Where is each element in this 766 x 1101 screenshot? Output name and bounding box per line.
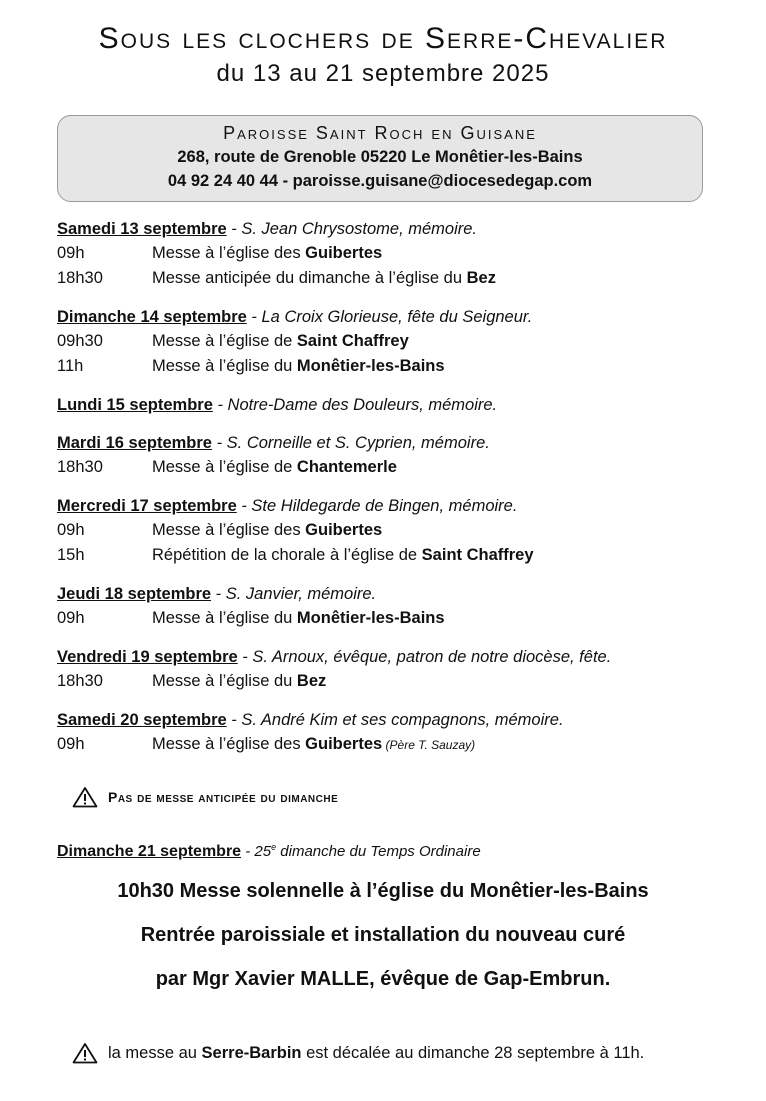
feast-label: - Ste Hildegarde de Bingen, mémoire.	[236, 497, 518, 515]
event-description: Messe à l’église des Guibertes (Père T. Sauzay)	[152, 735, 476, 753]
event-description: Messe à l’église des Guibertes	[152, 244, 383, 262]
event-description: Messe à l’église du Monêtier-les-Bains	[152, 609, 445, 627]
day-name: Mercredi 17 septembre	[57, 497, 237, 515]
day-heading	[57, 431, 747, 455]
schedule-list	[57, 217, 747, 771]
day-block	[57, 217, 747, 291]
day-block	[57, 708, 747, 757]
serre-barbin-notice	[72, 1042, 644, 1064]
day-heading	[57, 645, 747, 669]
day-name: Samedi 13 septembre	[57, 220, 227, 238]
event-time: 18h30	[57, 458, 103, 476]
day-heading	[57, 393, 747, 417]
day-heading	[57, 305, 747, 329]
event-description: Répétition de la chorale à l’église de Saint Chaffrey	[152, 546, 534, 564]
day-heading	[57, 582, 747, 606]
solemn-mass-line: 10h30 Messe solennelle à l’église du Monêtier-les-Bains	[117, 880, 649, 902]
feast-label: - S. André Kim et ses compagnons, mémoire.	[226, 711, 564, 729]
day-name: Mardi 16 septembre	[57, 434, 212, 452]
event-row	[57, 518, 747, 543]
day-name: Vendredi 19 septembre	[57, 648, 238, 666]
event-row	[57, 329, 747, 354]
bishop-line: par Mgr Xavier MALLE, évêque de Gap-Embrun.	[155, 968, 611, 990]
event-row	[57, 455, 747, 480]
event-row	[57, 354, 747, 379]
event-description: Messe à l’église des Guibertes	[152, 521, 383, 539]
no-anticipated-mass-warning	[72, 786, 338, 808]
day-heading	[57, 217, 747, 241]
day-name: Dimanche 21 septembre	[57, 843, 242, 860]
day-name: Dimanche 14 septembre	[57, 308, 247, 326]
page-title: Sous les clochers de Serre-Chevalier	[98, 22, 668, 55]
day-name: Samedi 20 septembre	[57, 711, 227, 729]
installation-line: Rentrée paroissiale et installation du nouveau curé	[140, 924, 626, 946]
event-description: Messe à l’église du Monêtier-les-Bains	[152, 357, 445, 375]
event-time: 18h30	[57, 672, 103, 690]
day-heading	[57, 494, 747, 518]
feast-label: - 25e dimanche du Temps Ordinaire	[241, 842, 481, 860]
event-time: 15h	[57, 546, 85, 564]
day-block	[57, 582, 747, 631]
warning-triangle-icon	[72, 786, 98, 808]
parish-name: Paroisse Saint Roch en Guisane	[223, 123, 537, 143]
day-name: Jeudi 18 septembre	[57, 585, 212, 603]
notice-text: la messe au Serre-Barbin est décalée au dimanche 28 septembre à 11h.	[108, 1043, 645, 1062]
warning-text: Pas de messe anticipée du dimanche	[108, 789, 339, 805]
event-description: Messe à l’église du Bez	[152, 672, 327, 690]
day-name: Lundi 15 septembre	[57, 396, 213, 414]
event-time: 09h	[57, 735, 85, 753]
day-block	[57, 431, 747, 480]
event-time: 11h	[57, 357, 84, 375]
sunday-heading	[57, 842, 481, 861]
event-time: 09h	[57, 609, 85, 627]
page-subtitle: du 13 au 21 septembre 2025	[216, 60, 550, 87]
feast-label: - La Croix Glorieuse, fête du Seigneur.	[246, 308, 533, 326]
feast-label: - S. Janvier, mémoire.	[211, 585, 377, 603]
event-time: 09h30	[57, 332, 103, 350]
event-row	[57, 732, 747, 757]
event-time: 18h30	[57, 269, 103, 287]
event-time: 09h	[57, 244, 85, 262]
day-block	[57, 645, 747, 694]
event-description: Messe à l’église de Saint Chaffrey	[152, 332, 409, 350]
feast-label: - Notre-Dame des Douleurs, mémoire.	[212, 396, 498, 414]
day-block	[57, 494, 747, 568]
feast-label: - S. Arnoux, évêque, patron de notre diocèse, fête.	[237, 648, 612, 666]
event-row	[57, 266, 747, 291]
day-block	[57, 305, 747, 379]
parish-contact: 04 92 24 40 44 - paroisse.guisane@diocesedegap.com	[167, 172, 593, 190]
event-row	[57, 606, 747, 631]
feast-label: - S. Jean Chrysostome, mémoire.	[226, 220, 477, 238]
event-description: Messe à l’église de Chantemerle	[152, 458, 397, 476]
parish-info-box	[57, 115, 703, 202]
event-row	[57, 543, 747, 568]
event-time: 09h	[57, 521, 85, 539]
event-description: Messe anticipée du dimanche à l’église du Bez	[152, 269, 496, 287]
day-heading	[57, 708, 747, 732]
day-block	[57, 393, 747, 417]
event-row	[57, 669, 747, 694]
warning-triangle-icon	[72, 1042, 98, 1064]
feast-label: - S. Corneille et S. Cyprien, mémoire.	[211, 434, 490, 452]
event-row	[57, 241, 747, 266]
parish-address: 268, route de Grenoble 05220 Le Monêtier-les-Bains	[177, 148, 583, 166]
